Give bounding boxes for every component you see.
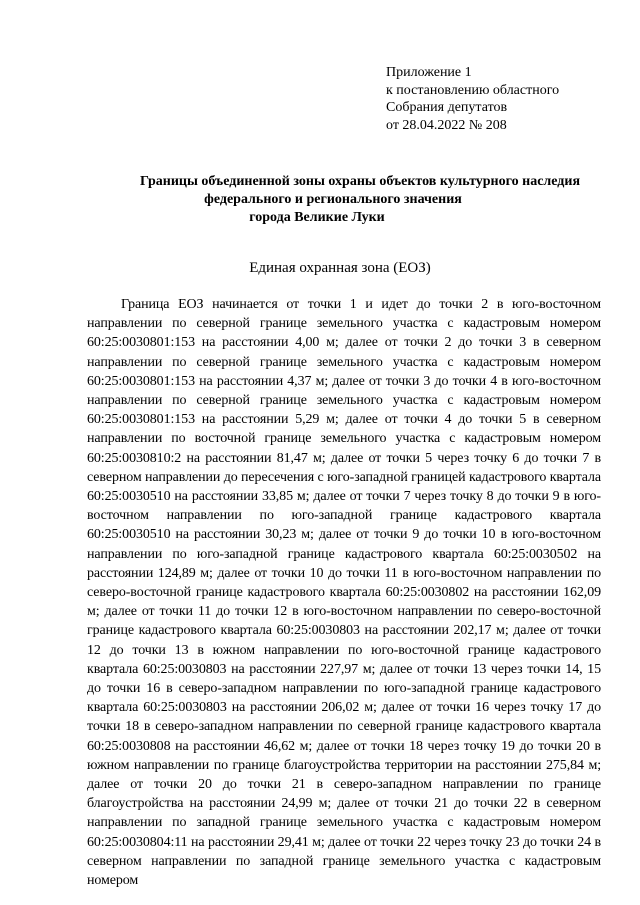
appendix-line: от 28.04.2022 № 208 — [386, 117, 507, 133]
title-line: Границы объединенной зоны охраны объектов культурного наследия — [139, 174, 581, 189]
appendix-line: к постановлению областного — [386, 82, 560, 98]
title-line: города Великие Луки — [249, 210, 385, 225]
section-subtitle: Единая охранная зона (ЕОЗ) — [249, 260, 431, 276]
appendix-header — [386, 64, 559, 134]
appendix-line: Приложение 1 — [386, 65, 472, 80]
body-paragraph: Граница ЕОЗ начинается от точки 1 и идет до точки 2 в юго-восточном направлении по северной границе земельного участка с кадастровым номером 60:25:0030801:153 на расстоянии 4,00 м; далее от точки 2 до точки 3 в северном направлении по северной границе земельного участка с кадастровым номером 60:25:0030801:153 на расстоянии 4,37 м; далее от точки 3 до точки 4 в юго-восточном направлении по северной границе земельного участка с кадастровым номером 60:25:0030801:153 на расстоянии 5,29 м; далее от точки 4 до точки 5 в северном направлении по восточной границе земельного участка с кадастровым номером 60:25:0030810:2 на расстоянии 81,47 м; далее от точки 5 через точку 6 до точки 7 в северном направлении до пересечения с юго-западной границей кадастрового квартала 60:25:0030510 на расстоянии 33,85 м; далее от точки 7 через точку 8 до точки 9 в юго-восточном направлении по юго-западной границе кадастрового квартала 60:25:0030510 на расстоянии 30,23 м; далее от точки 9 до точки 10 в юго-восточном направлении по юго-западной границе кадастрового квартала 60:25:0030502 на расстоянии 124,89 м; далее от точки 10 до точки 11 в юго-восточном направлении по северо-восточной границе кадастрового квартала 60:25:0030802 на расстоянии 162,09 м; далее от точки 11 до точки 12 в юго-восточном направлении по северо-восточной границе кадастрового квартала 60:25:0030803 на расстоянии 202,17 м; далее от точки 12 до точки 13 в южном направлении по юго-восточной границе кадастрового квартала 60:25:0030803 на расстоянии 227,97 м; далее от точки 13 через точки 14, 15 до точки 16 в северо-западном направлении по юго-западной границе кадастрового квартала 60:25:0030803 на расстоянии 206,02 м; далее от точки 16 через точку 17 до точки 18 в северо-западном направлении по северной границе кадастрового квартала 60:25:0030808 на расстоянии 46,62 м; далее от точки 18 через точку 19 до точки 20 в южном направлении по границе благоустройства территории на расстоянии 275,84 м; далее от точки 20 до точки 21 в северо-западном направлении по границе благоустройства на расстоянии 24,99 м; далее от точки 21 до точки 22 в северном направлении по западной границе земельного участка с кадастровым номером 60:25:0030804:11 на расстоянии 29,41 м; далее от точки 22 через точку 23 до точки 24 в северном направлении по западной границе земельного участка с кадастровым номером — [87, 297, 601, 889]
appendix-line: Собрания депутатов — [386, 100, 508, 115]
title-line: федерального и регионального значения — [204, 192, 462, 207]
